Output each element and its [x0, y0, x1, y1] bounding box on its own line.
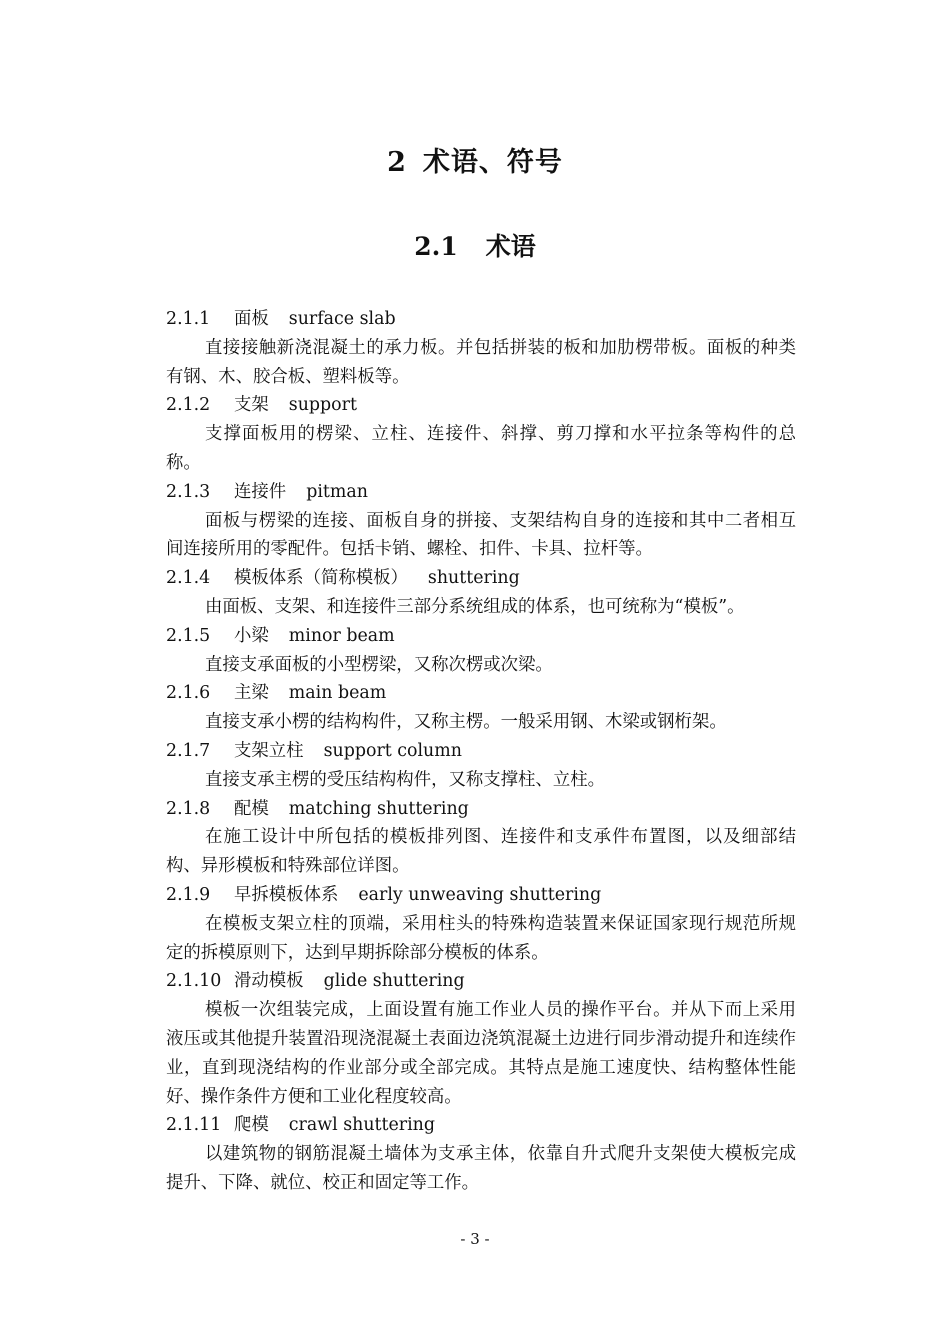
term-number: 2.1.11	[166, 1115, 222, 1136]
term-heading	[166, 391, 796, 420]
term-heading	[166, 881, 796, 910]
term-heading	[166, 478, 796, 507]
term-number: 2.1.3	[166, 481, 211, 502]
term-number: 2.1.7	[166, 740, 211, 761]
term-chinese: 爬模	[234, 1115, 269, 1136]
term-definition: 支撑面板用的楞梁、立柱、连接件、斜撑、剪刀撑和水平拉条等构件的总称。	[166, 424, 796, 473]
term-heading	[166, 967, 796, 996]
section-title-text: 术语	[485, 232, 536, 261]
term-definition: 在施工设计中所包括的模板排列图、连接件和支承件布置图，以及细部结构、异形模板和特殊部位详图。	[166, 827, 796, 877]
term-chinese: 主梁	[234, 683, 269, 704]
section-number: 2.1	[414, 232, 458, 261]
term-chinese: 模板体系（简称模板）	[234, 568, 408, 589]
term-english: matching shuttering	[288, 798, 469, 819]
term-number: 2.1.1	[166, 309, 211, 329]
term-entry	[166, 679, 796, 737]
section-title	[0, 227, 950, 263]
term-entry	[166, 1111, 796, 1197]
term-chinese: 支架立柱	[234, 740, 304, 761]
term-chinese: 支架	[234, 395, 269, 416]
term-entry	[166, 795, 796, 881]
term-number: 2.1.9	[166, 884, 211, 905]
term-english: glide shuttering	[323, 971, 465, 992]
term-definition: 在模板支架立柱的顶端，采用柱头的特殊构造装置来保证国家现行规范所规定的拆模原则下，达到早期拆除部分模板的体系。	[166, 913, 796, 963]
chapter-number: 2	[387, 147, 407, 178]
term-english: surface slab	[288, 309, 396, 329]
term-entry	[166, 622, 796, 680]
term-english: minor beam	[288, 625, 395, 646]
term-entry	[166, 881, 796, 967]
term-heading	[166, 1111, 796, 1140]
term-heading	[166, 679, 796, 708]
term-number: 2.1.5	[166, 625, 211, 646]
term-chinese: 小梁	[234, 625, 269, 646]
term-english: support column	[323, 740, 462, 761]
term-english: support	[288, 395, 357, 416]
term-chinese: 滑动模板	[234, 971, 304, 992]
chapter-title	[0, 140, 950, 179]
term-definition: 由面板、支架、和连接件三部分系统组成的体系，也可统称为“模板”。	[205, 596, 745, 617]
page-number: - 3 -	[460, 1230, 490, 1248]
term-number: 2.1.4	[166, 568, 211, 589]
term-number: 2.1.10	[166, 971, 222, 992]
term-chinese: 早拆模板体系	[234, 884, 339, 905]
term-number: 2.1.8	[166, 798, 211, 819]
term-definition: 直接支承面板的小型楞梁，又称次楞或次梁。	[205, 654, 553, 675]
chapter-title-text: 术语、符号	[422, 147, 563, 178]
term-heading	[166, 305, 796, 334]
term-chinese: 面板	[234, 309, 269, 329]
term-heading	[166, 737, 796, 766]
term-definition: 以建筑物的钢筋混凝土墙体为支承主体，依靠自升式爬升支架使大模板完成提升、下降、就位、校正和固定等工作。	[166, 1144, 796, 1193]
term-heading	[166, 564, 796, 593]
term-definition: 直接接触新浇混凝土的承力板。并包括拼装的板和加肋楞带板。面板的种类有钢、木、胶合板、塑料板等。	[166, 337, 796, 387]
term-chinese: 连接件	[234, 481, 287, 502]
term-english: main beam	[288, 683, 387, 704]
term-definition: 面板与楞梁的连接、面板自身的拼接、支架结构自身的连接和其中二者相互间连接所用的零配件。包括卡销、螺栓、扣件、卡具、拉杆等。	[166, 510, 796, 560]
term-english: shuttering	[427, 568, 520, 589]
term-entry	[166, 478, 796, 564]
term-entry	[166, 391, 796, 477]
term-entry	[166, 564, 796, 622]
term-heading	[166, 622, 796, 651]
term-english: pitman	[306, 481, 368, 502]
term-english: early unweaving shuttering	[358, 884, 602, 905]
term-definition: 模板一次组装完成，上面设置有施工作业人员的操作平台。并从下而上采用液压或其他提升装置沿现浇混凝土表面边浇筑混凝土边进行同步滑动提升和连续作业，直到现浇结构的作业部分或全部完成。其特点是施工速度快、结构整体性能好、操作条件方便和工业化程度较高。	[166, 1000, 796, 1107]
term-number: 2.1.6	[166, 683, 211, 704]
term-definition: 直接支承小楞的结构构件，又称主楞。一般采用钢、木梁或钢桁架。	[205, 712, 727, 733]
term-entry	[166, 305, 796, 391]
term-english: crawl shuttering	[288, 1115, 435, 1136]
term-definition: 直接支承主楞的受压结构构件，又称支撑柱、立柱。	[205, 769, 605, 790]
terms-list	[166, 305, 796, 1198]
term-entry	[166, 737, 796, 795]
term-entry	[166, 967, 796, 1111]
term-number: 2.1.2	[166, 395, 211, 416]
term-chinese: 配模	[234, 798, 269, 819]
term-heading	[166, 795, 796, 824]
